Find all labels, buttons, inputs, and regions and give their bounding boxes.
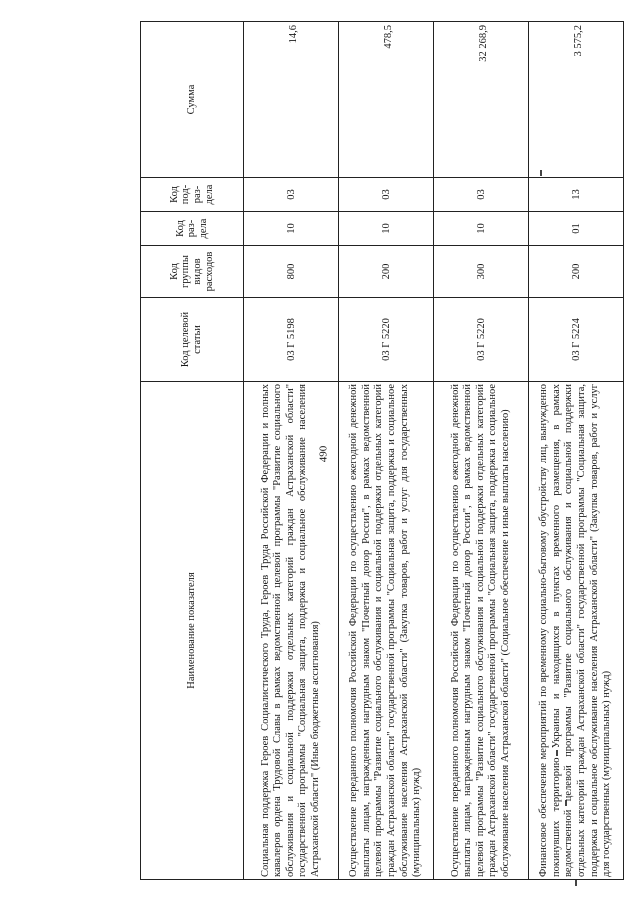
row-sum: 478,5 — [339, 22, 434, 178]
page-number: 490 — [317, 445, 330, 463]
table-row — [434, 22, 529, 880]
rotated-page-content — [140, 21, 624, 880]
table-row — [244, 22, 339, 880]
row-section: 01 — [529, 212, 624, 246]
row-target-code: 03 Г 5224 — [529, 298, 624, 382]
row-subsection: 03 — [244, 178, 339, 212]
row-name: Осуществление переданного полномочия Российской Федерации по осуществлению ежегодной денежной выплаты лицам, награжденным нагрудным знаком "Почетный донор России", в рамках ведомственной целевой программы "Развитие социального обслуживания и социальной поддержки отдельных категорий граждан Астраханской области" государственной программы "Социальная защита, поддержка и социальное обслуживание населения Астраханской области" (Закупка товаров, работ и услуг для государственных (муниципальных) нужд) — [339, 382, 434, 880]
row-sum: 14,6 — [244, 22, 339, 178]
row-name: Финансовое обеспечение мероприятий по временному социально-бытовому обустройству лиц, вынужденно покинувших территорию Украины и находящихся в пунктах временного размещения, в рамках ведомственной целевой программы "Развитие социального обслуживания и социальной поддержки отдельных категорий граждан Астраханской области" государственной программы "Социальная защита, поддержка и социальное обслуживание населения Астраханской области" (Закупка товаров, работ и услуг для государственных (муниципальных) нужд) — [529, 382, 624, 880]
table-header-row — [141, 22, 244, 880]
row-sum: 3 575,2 — [529, 22, 624, 178]
scan-mark — [575, 880, 577, 886]
row-subsection: 13 — [529, 178, 624, 212]
row-section: 10 — [339, 212, 434, 246]
row-section: 10 — [434, 212, 529, 246]
table-row — [339, 22, 434, 880]
row-subsection: 03 — [434, 178, 529, 212]
header-sum: Сумма — [141, 22, 244, 178]
row-name: Социальная поддержка Героев Социалистического Труда, Героев Труда Российской Федерации и полных кавалеров ордена Трудовой Славы в рамках ведомственной целевой программы "Развитие социального обслуживания и социальной поддержки отдельных категорий граждан Астраханской области" государственной программы "Социальная защита, поддержка и социальное обслуживание населения Астраханской области" (Иные бюджетные ассигнования) — [244, 382, 339, 880]
row-section: 10 — [244, 212, 339, 246]
row-expense-group: 200 — [339, 246, 434, 298]
row-target-code: 03 Г 5198 — [244, 298, 339, 382]
header-section: Код раз-дела — [141, 212, 244, 246]
header-target-code: Код целевой статьи — [141, 298, 244, 382]
row-target-code: 03 Г 5220 — [339, 298, 434, 382]
row-subsection: 03 — [339, 178, 434, 212]
row-sum: 32 268,9 — [434, 22, 529, 178]
budget-table — [140, 21, 624, 880]
row-name: Осуществление переданного полномочия Российской Федерации по осуществлению ежегодной денежной выплаты лицам, награжденным нагрудным знаком "Почетный донор России", в рамках ведомственной целевой программы "Развитие социального обслуживания и социальной поддержки отдельных категорий граждан Астраханской области" государственной программы "Социальная защита, поддержка и социальное обслуживание населения Астраханской области" (Социальное обеспечение и иные выплаты населению) — [434, 382, 529, 880]
row-expense-group: 200 — [529, 246, 624, 298]
header-name: Наименование показателя — [141, 382, 244, 880]
table-row — [529, 22, 624, 880]
header-expense-group: Код группы видов расходов — [141, 246, 244, 298]
header-subsection: Код под-раз-дела — [141, 178, 244, 212]
row-expense-group: 800 — [244, 246, 339, 298]
row-target-code: 03 Г 5220 — [434, 298, 529, 382]
row-expense-group: 300 — [434, 246, 529, 298]
